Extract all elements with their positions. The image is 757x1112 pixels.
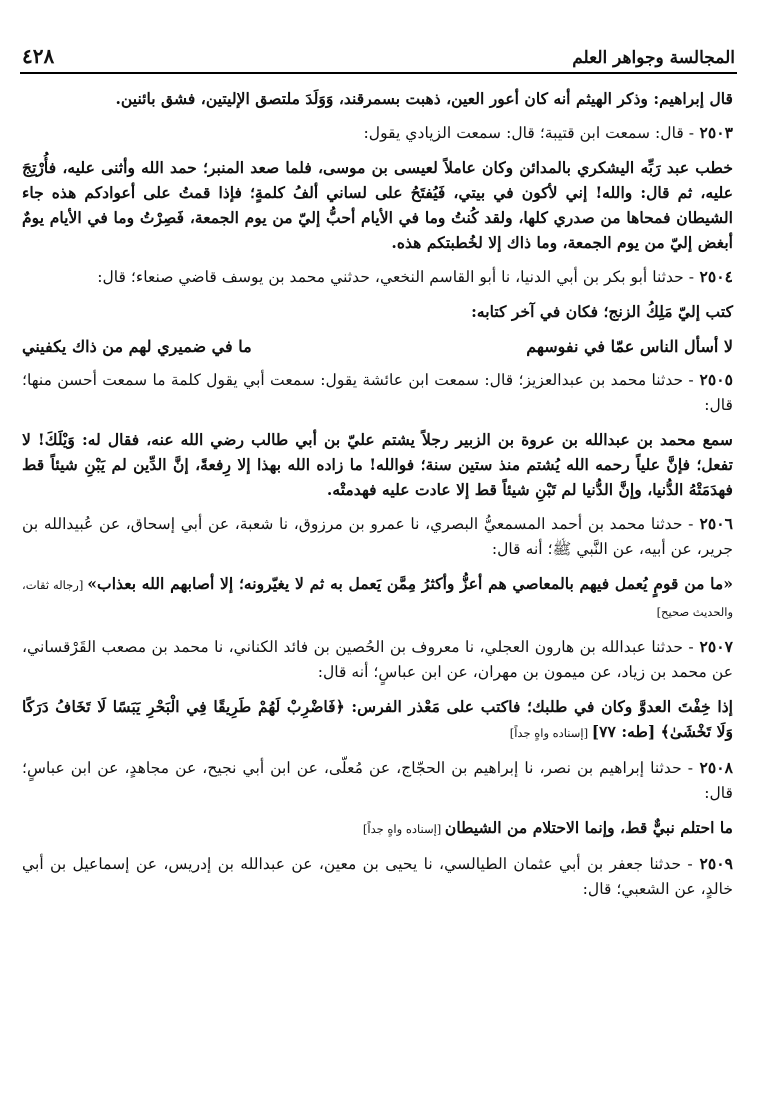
grading-note: [إسناده واهٍ جداً] bbox=[362, 822, 445, 836]
text-paragraph bbox=[22, 299, 733, 324]
running-title: المجالسة وجواهر العلم bbox=[572, 48, 735, 68]
paragraph-text: - قال: سمعت ابن قتيبة؛ قال: سمعت الزيادي يقول: bbox=[363, 124, 695, 142]
paragraph-text: «ما من قومٍ يُعمل فيهم بالمعاصي هم أعزُّ وأكثرُ مِمَّن يَعمل به ثم لا يغيّرونه؛ إلا أصابهم الله بعذاب» bbox=[87, 574, 733, 593]
narration-number: ٢٥٠٦ bbox=[693, 514, 733, 533]
narration-number: ٢٥٠٨ bbox=[693, 758, 733, 777]
text-paragraph bbox=[22, 427, 733, 502]
paragraph-text: خطب عبد رَبِّه اليشكري بالمدائن وكان عاملاً لعيسى بن موسى، فلما صعد المنبر؛ حمد الله وأثنى عليه، فأُرْتِجَ عليه، ثم قال: والله! إني لأكون في بيتي، فَيُفتَحُ على لساني ألفُ كلمةٍ؛ فإذا قمتُ على أعوادكم هذه جاء الشيطان فمحاها من صدري كلها، ولقد كُنتُ وما في الأيام أحبُّ إليّ من يوم الجمعة، فَصِرْتُ وما في الأيام يومٌ أبغض إليّ من يوم الجمعة، وما ذاك إلا لخُطبتكم هذه. bbox=[22, 158, 733, 252]
grading-note: [إسناده واهٍ جداً] bbox=[509, 726, 592, 740]
text-paragraph bbox=[22, 86, 733, 111]
narration-paragraph bbox=[22, 851, 733, 902]
text-paragraph bbox=[22, 694, 733, 746]
text-paragraph bbox=[22, 571, 733, 625]
paragraph-text: - حدثنا أبو بكر بن أبي الدنيا، نا أبو القاسم النخعي، حدثني محمد بن يوسف قاضي صنعاء؛ قال: bbox=[97, 268, 695, 286]
paragraph-text: - حدثنا عبدالله بن هارون العجلي، نا معروف بن الحُصين بن فائد الكناني، نا محمد بن مصعب القَرْقساني، عن محمد بن زياد، عن ميمون بن مهران، عن ابن عباسٍ؛ أنه قال: bbox=[22, 638, 733, 681]
text-paragraph bbox=[22, 155, 733, 255]
header-rule bbox=[20, 72, 737, 74]
paragraph-text: - حدثنا محمد بن عبدالعزيز؛ قال: سمعت ابن عائشة يقول: سمعت أبي يقول كلمة ما سمعت أحسن منها؛ قال: bbox=[22, 371, 733, 414]
paragraph-text: ما احتلم نبيٌّ قط، وإنما الاحتلام من الشيطان bbox=[444, 818, 733, 837]
narration-paragraph bbox=[22, 120, 733, 146]
grading-note: [رجاله ثقات، والحديث صحيح] bbox=[22, 578, 733, 619]
narration-number: ٢٥٠٣ bbox=[694, 123, 733, 142]
page-body bbox=[22, 86, 733, 911]
paragraph-text: إذا خِفْتَ العدوَّ وكان في طلبك؛ فاكتب على مَعْذر الفرس: ﴿فَاضْرِبْ لَهُمْ طَرِيقًا فِي الْبَحْرِ يَبَسًا لَا تَخَافُ دَرَكًا وَلَا تَخْشَىٰ﴾ [طه: ٧٧] bbox=[22, 697, 733, 741]
verse-hemistich-left: ما في ضميري لهم من ذاك يكفيني bbox=[22, 337, 252, 356]
narration-number: ٢٥٠٩ bbox=[692, 854, 733, 873]
narration-number: ٢٥٠٥ bbox=[693, 370, 734, 389]
paragraph-text: كتب إليّ مَلِكُ الزنج؛ فكان في آخر كتابه: bbox=[471, 302, 733, 321]
text-paragraph bbox=[22, 815, 733, 842]
narration-paragraph bbox=[22, 264, 733, 290]
narration-number: ٢٥٠٤ bbox=[694, 267, 733, 286]
narration-paragraph bbox=[22, 755, 733, 806]
narration-number: ٢٥٠٧ bbox=[693, 637, 733, 656]
paragraph-text: - حدثنا إبراهيم بن نصر، نا إبراهيم بن الحجّاج، عن مُعلّى، عن ابن أبي نجيح، عن مجاهدٍ، عن ابن عباسٍ؛ قال: bbox=[22, 759, 733, 802]
verse-hemistich-right: لا أسأل الناس عمّا في نفوسهم bbox=[526, 337, 733, 356]
page-number: ٤٢٨ bbox=[22, 44, 55, 68]
paragraph-text: - حدثنا محمد بن أحمد المسمعيُّ البصري، نا عمرو بن مرزوق، نا شعبة، عن أبي إسحاق، عن عُبيدالله بن جرير، عن أبيه، عن النَّبي ﷺ؛ أنه قال: bbox=[22, 515, 733, 558]
paragraph-text: قال إبراهيم: وذكر الهيثم أنه كان أعور العين، ذهبت بسمرقند، وَوَلَدَ ملتصق الإليتين، فشق بائنين. bbox=[115, 89, 733, 108]
narration-paragraph bbox=[22, 367, 733, 418]
paragraph-text: سمع محمد بن عبدالله بن عروة بن الزبير رجلاً يشتم عليّ بن أبي طالب رضي الله عنه، فقال له: وَيْلَكَ! لا تفعل؛ فإنَّ علياً رحمه الله يُشتم منذ ستين سنة؛ فوالله! ما زاده الله بهذا إلا رِفعةً، إنَّ الدِّين لم يَبْنِ شيئاً قط فهدَمَتْهُ الدُّنيا، وإنَّ الدُّنيا لم تَبْنِ شيئاً قط إلا عادت عليه فهدمتْه. bbox=[22, 430, 733, 499]
page-header bbox=[22, 38, 735, 68]
narration-paragraph bbox=[22, 634, 733, 685]
poetry-verse bbox=[22, 333, 733, 361]
narration-paragraph bbox=[22, 511, 733, 562]
paragraph-text: - حدثنا جعفر بن أبي عثمان الطيالسي، نا يحيى بن معين، عن عبدالله بن إدريس، عن إسماعيل بن أبي خالدٍ، عن الشعبي؛ قال: bbox=[22, 855, 733, 898]
